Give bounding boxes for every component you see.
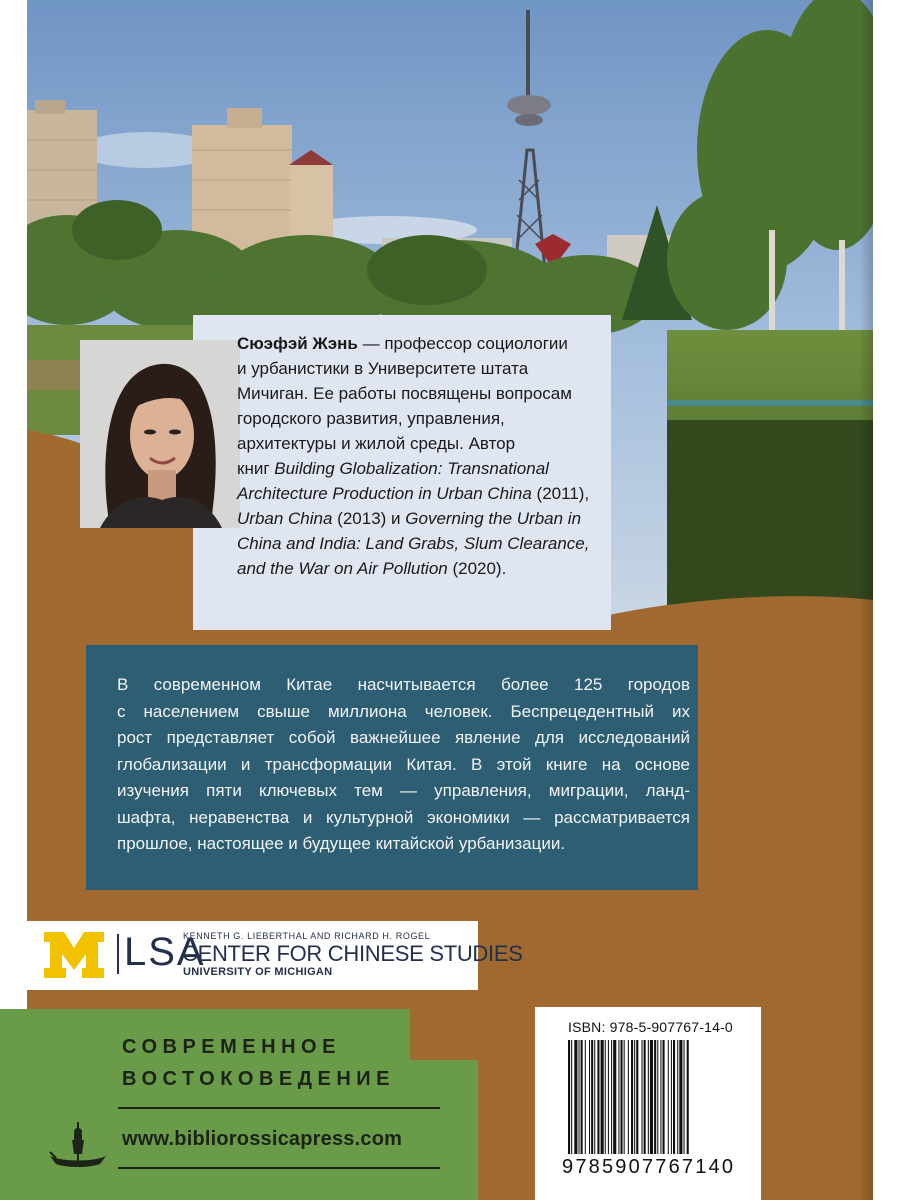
bio-text-run: и урбанистики в Университете штата bbox=[237, 359, 529, 378]
center-donors-text: KENNETH G. LIEBERTHAL AND RICHARD H. ROGEL bbox=[183, 931, 431, 941]
bio-text-run: городского развития, управления, bbox=[237, 409, 505, 428]
barcode-bar bbox=[650, 1040, 653, 1154]
barcode-bar bbox=[618, 1040, 619, 1154]
author-bio bbox=[237, 331, 621, 581]
barcode-bar bbox=[663, 1040, 665, 1154]
bio-line bbox=[237, 506, 621, 531]
barcode-bar bbox=[574, 1040, 577, 1154]
barcode-bar bbox=[568, 1040, 570, 1154]
barcode-bar bbox=[628, 1040, 629, 1154]
bio-text-run: Urban China bbox=[237, 509, 333, 528]
barcode-bar bbox=[631, 1040, 633, 1154]
bio-text-run: and the War on Air Pollution bbox=[237, 559, 448, 578]
bio-text-run: Architecture Production in Urban China bbox=[237, 484, 532, 503]
bio-text-run: (2011), bbox=[531, 484, 590, 503]
author-portrait bbox=[80, 340, 240, 528]
bio-line bbox=[237, 431, 621, 456]
description-line: В современном Китае насчитывается более 125 городов bbox=[117, 675, 690, 694]
bio-text-run: (2013) и bbox=[332, 509, 406, 528]
bio-text-run: (2020). bbox=[447, 559, 507, 578]
bio-text-run: Сюэфэй Жэнь bbox=[237, 334, 358, 353]
description-line: глобализации и трансформации Китая. В этой книге на основе bbox=[117, 754, 690, 774]
description-line: прошлое, настоящее и будущее китайской урбанизации. bbox=[117, 834, 566, 853]
bio-text-run: Governing the Urban in bbox=[405, 509, 582, 528]
series-title-line2: ВОСТОКОВЕДЕНИЕ bbox=[122, 1068, 396, 1090]
lsa-wordmark: LSA bbox=[124, 930, 206, 974]
bio-line bbox=[237, 456, 621, 481]
bio-text-run: архитектуры и жилой среды. Автор bbox=[237, 434, 516, 453]
barcode-bar bbox=[660, 1040, 661, 1154]
logo-divider bbox=[117, 934, 119, 974]
barcode-digits: 9785907767140 bbox=[562, 1156, 736, 1178]
publisher-url[interactable]: www.bibliorossicapress.com bbox=[122, 1128, 403, 1150]
series-title-line1: СОВРЕМЕННОЕ bbox=[122, 1036, 341, 1058]
series-rule-top bbox=[118, 1107, 440, 1109]
barcode-bar bbox=[657, 1040, 658, 1154]
barcode-bar bbox=[591, 1040, 593, 1154]
bio-line bbox=[237, 356, 621, 381]
barcode-bar bbox=[601, 1040, 604, 1154]
bio-text-run: — профессор социологии bbox=[357, 334, 568, 353]
barcode-bar bbox=[571, 1040, 572, 1154]
michigan-m-logo bbox=[44, 932, 104, 978]
barcode-bar bbox=[671, 1040, 672, 1154]
barcode-bar bbox=[636, 1040, 638, 1154]
description-line: с населением свыше миллиона человек. Беспрецедентный их bbox=[117, 701, 690, 721]
author-portrait-image bbox=[80, 340, 240, 528]
barcode-bar bbox=[654, 1040, 656, 1154]
bio-line bbox=[237, 556, 621, 581]
book-description bbox=[117, 672, 690, 858]
isbn-barcode bbox=[566, 1040, 756, 1154]
bio-line bbox=[237, 531, 621, 556]
barcode-bar bbox=[673, 1040, 675, 1154]
bio-text-run: Building Globalization: Transnational bbox=[274, 459, 549, 478]
barcode-bar bbox=[634, 1040, 635, 1154]
barcode-bar bbox=[597, 1040, 599, 1154]
barcode-bar bbox=[579, 1040, 580, 1154]
barcode-bar bbox=[581, 1040, 583, 1154]
barcode-bar bbox=[677, 1040, 678, 1154]
barcode-bar bbox=[642, 1040, 643, 1154]
bio-line bbox=[237, 481, 621, 506]
isbn-label: ISBN: 978-5-907767-14-0 bbox=[568, 1019, 733, 1035]
barcode-bar bbox=[684, 1040, 685, 1154]
barcode-bar bbox=[611, 1040, 612, 1154]
description-line: рост представляет собой важнейшее явление для исследований bbox=[117, 728, 690, 747]
barcode-bar bbox=[679, 1040, 682, 1154]
bio-line bbox=[237, 406, 621, 431]
university-name: UNIVERSITY OF MICHIGAN bbox=[183, 966, 333, 978]
barcode-bar bbox=[605, 1040, 606, 1154]
barcode-bar bbox=[585, 1040, 586, 1154]
bio-line bbox=[237, 381, 621, 406]
description-line: изучения пяти ключевых тем — управления, миграции, ланд- bbox=[117, 781, 690, 800]
cover-spine-shadow bbox=[859, 0, 873, 1200]
barcode-bar bbox=[621, 1040, 623, 1154]
description-line: шафта, неравенства и культурной экономики — рассматривается bbox=[117, 807, 690, 827]
barcode-bar bbox=[687, 1040, 689, 1154]
bio-text-run: книг bbox=[237, 459, 275, 478]
barcode-bar bbox=[648, 1040, 649, 1154]
center-name: CENTER FOR CHINESE STUDIES bbox=[182, 941, 523, 966]
barcode-bar bbox=[594, 1040, 595, 1154]
series-rule-bottom bbox=[118, 1167, 440, 1169]
bio-text-run: China and India: Land Grabs, Slum Clearance, bbox=[237, 534, 590, 553]
barcode-bar bbox=[608, 1040, 609, 1154]
barcode-bar bbox=[644, 1040, 646, 1154]
boatman-icon bbox=[48, 1118, 108, 1176]
barcode-bar bbox=[589, 1040, 590, 1154]
barcode-bar bbox=[668, 1040, 669, 1154]
bio-text-run: Мичиган. Ее работы посвящены вопросам bbox=[237, 384, 572, 403]
bio-line bbox=[237, 331, 621, 356]
barcode-bar bbox=[613, 1040, 616, 1154]
barcode-bar bbox=[624, 1040, 625, 1154]
